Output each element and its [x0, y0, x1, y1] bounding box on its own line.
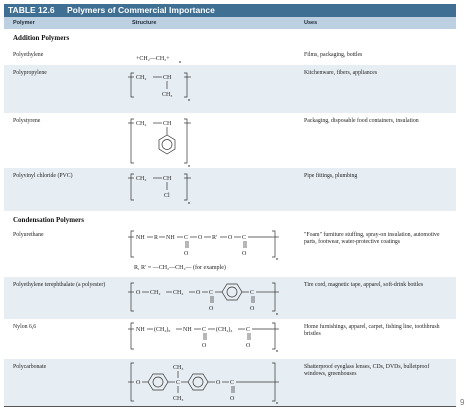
benzene-ring-icon — [188, 374, 208, 390]
svg-text:n: n — [276, 348, 279, 353]
svg-text:C: C — [250, 290, 255, 296]
table-row — [4, 168, 456, 211]
svg-text:C: C — [209, 290, 214, 296]
structure-polypropylene — [122, 65, 292, 113]
svg-text:n: n — [276, 400, 279, 405]
svg-text:CH₂: CH₂ — [136, 75, 147, 81]
header-polymer: Polymer — [13, 20, 35, 26]
table-row — [4, 319, 456, 359]
polymer-uses: Pipe fittings, plumbing — [304, 173, 358, 179]
polymer-name: Polycarbonate — [13, 364, 47, 370]
svg-text:R: R — [154, 235, 159, 241]
svg-text:CH: CH — [163, 75, 172, 81]
structure-polystyrene — [122, 113, 292, 168]
polyurethane-note: R, R′ = —CH₂—CH₂— (for example) — [134, 265, 226, 271]
svg-text:CH₃: CH₃ — [162, 92, 173, 98]
svg-text:n: n — [188, 97, 191, 102]
table-row — [4, 277, 456, 319]
svg-text:O: O — [184, 251, 189, 257]
svg-text:NH: NH — [136, 327, 145, 333]
svg-text:(CH₂)₄: (CH₂)₄ — [216, 327, 233, 333]
section-addition-polymers: Addition Polymers — [13, 34, 70, 42]
benzene-ring-icon — [159, 135, 175, 154]
svg-text:R′: R′ — [212, 235, 218, 241]
svg-text:O: O — [228, 235, 233, 241]
table-title-bar — [4, 4, 456, 17]
svg-text:O: O — [136, 290, 141, 296]
svg-text:n: n — [276, 311, 279, 316]
table-row — [4, 65, 456, 113]
svg-text:C: C — [184, 235, 189, 241]
section-condensation-polymers: Condensation Polymers — [13, 216, 84, 224]
structure-nylon — [122, 319, 297, 359]
structure-polycarbonate — [122, 359, 297, 406]
table-row — [4, 113, 456, 168]
svg-text:CH₃: CH₃ — [173, 365, 184, 371]
formula-text: +CH₂—CH₂+ — [136, 56, 170, 62]
svg-text:CH₂: CH₂ — [136, 176, 147, 182]
svg-text:NH: NH — [136, 235, 145, 241]
svg-text:O: O — [230, 396, 235, 402]
svg-text:O: O — [209, 306, 214, 312]
svg-text:CH₃: CH₃ — [173, 396, 184, 402]
svg-text:CH₂: CH₂ — [173, 290, 184, 296]
page-number: 9 — [460, 398, 465, 407]
svg-text:CH: CH — [163, 121, 172, 127]
polymer-name: Nylon 6,6 — [13, 324, 37, 330]
polymer-uses: Films, packaging, bottles — [304, 52, 363, 58]
polymer-uses: "Foam" furniture stuffing, spray-on insulation, automotive parts, footwear, water-protective coatings — [304, 232, 440, 245]
polymer-name: Polystyrene — [13, 118, 41, 124]
benzene-ring-icon — [222, 284, 242, 300]
svg-text:NH: NH — [166, 235, 175, 241]
polymer-uses: Shatterproof eyeglass lenses, CDs, DVDs, bulletproof windows, greenhouses — [304, 364, 430, 377]
svg-text:C: C — [202, 327, 207, 333]
table-row — [4, 359, 456, 406]
table-number: TABLE 12.6 — [8, 5, 55, 15]
header-uses: Uses — [304, 20, 318, 26]
header-structure: Structure — [132, 20, 157, 26]
svg-text:O: O — [216, 380, 221, 386]
svg-text:Cl: Cl — [164, 193, 170, 199]
polymer-uses: Home furnishings, apparel, carpet, fishing line, toothbrush bristles — [304, 324, 440, 337]
polymer-uses: Packaging, disposable food containers, insulation — [304, 118, 419, 124]
svg-text:CH₂: CH₂ — [150, 290, 161, 296]
svg-text:C: C — [230, 380, 235, 386]
table-page — [4, 4, 456, 408]
svg-text:n: n — [179, 59, 182, 64]
svg-text:NH: NH — [183, 327, 192, 333]
svg-text:(CH₂)₆: (CH₂)₆ — [154, 327, 171, 333]
svg-text:O: O — [196, 290, 201, 296]
structure-polyethylene — [122, 47, 292, 65]
svg-text:O: O — [136, 380, 141, 386]
svg-text:O: O — [242, 251, 247, 257]
structure-pvc — [122, 168, 292, 211]
svg-text:n: n — [276, 256, 279, 261]
svg-text:O: O — [198, 235, 203, 241]
polymer-name: Polypropylene — [13, 70, 47, 76]
polymer-name: Polyethylene terephthalate (a polyester) — [13, 282, 106, 288]
structure-pet — [122, 277, 297, 319]
polymer-name: Polyurethane — [13, 232, 44, 238]
svg-text:CH₂: CH₂ — [136, 121, 147, 127]
table-title: Polymers of Commercial Importance — [66, 5, 215, 15]
svg-text:C: C — [246, 327, 251, 333]
svg-text:O: O — [202, 343, 207, 349]
table-row — [4, 227, 456, 277]
polymer-uses: Kitchenware, fibers, appliances — [304, 70, 378, 76]
svg-text:CH: CH — [163, 176, 172, 182]
table-header-row — [4, 17, 456, 29]
svg-text:C: C — [176, 380, 181, 386]
polymer-uses: Tire cord, magnetic tape, apparel, soft-drink bottles — [304, 282, 424, 288]
structure-polyurethane — [122, 227, 297, 277]
polymer-name: Polyethylene — [13, 52, 44, 58]
benzene-ring-icon — [148, 374, 168, 390]
svg-text:O: O — [250, 306, 255, 312]
table-bottom-rule — [4, 406, 456, 407]
polymer-name: Polyvinyl chloride (PVC) — [13, 173, 73, 179]
svg-text:n: n — [188, 200, 191, 205]
svg-text:n: n — [188, 163, 191, 168]
svg-text:O: O — [246, 343, 251, 349]
svg-text:C: C — [242, 235, 247, 241]
table-row — [4, 47, 456, 65]
